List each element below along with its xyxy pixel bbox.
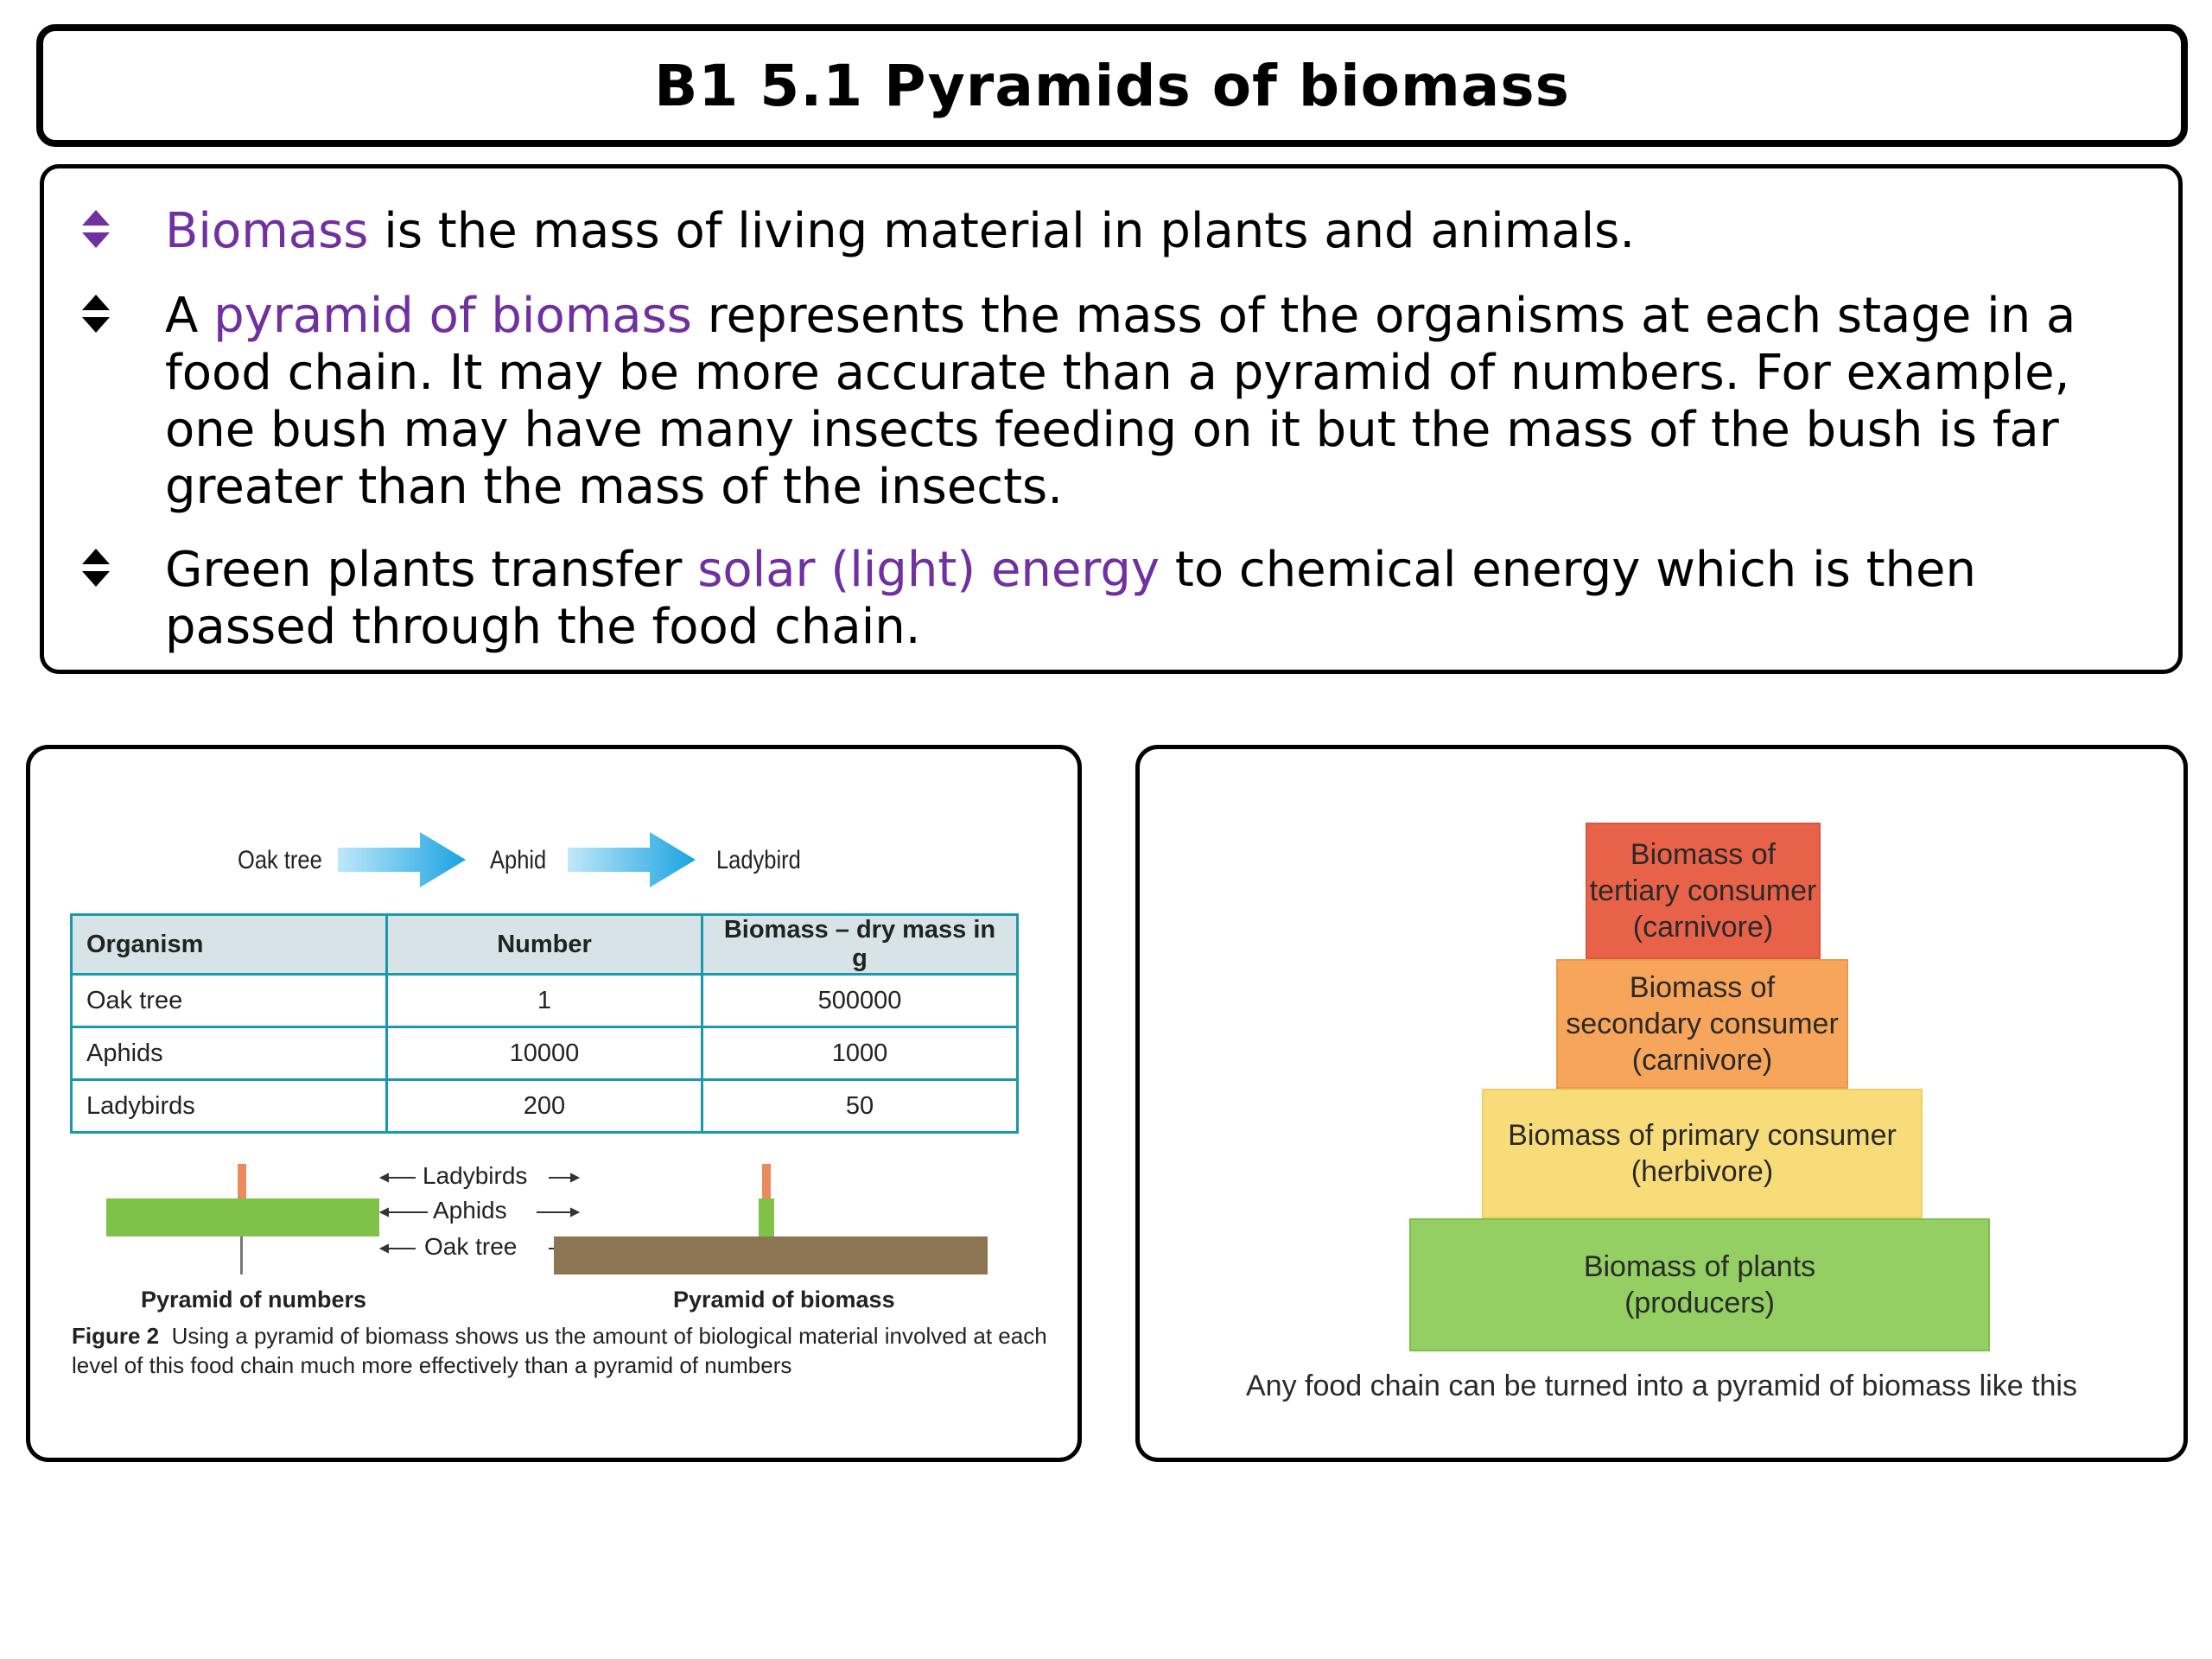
tier-tertiary-consumer	[1586, 823, 1821, 959]
level-label-ladybirds: Ladybirds	[423, 1162, 528, 1189]
bullet-item-2	[79, 288, 2144, 516]
table-cell: 200	[387, 1080, 702, 1133]
bullet-diamond-icon	[79, 547, 113, 590]
tier-tertiary-label: Biomass of tertiary consumer (carnivore)	[1589, 838, 1817, 944]
arrow-right-icon	[338, 832, 467, 887]
bullet-1-highlight: Biomass	[165, 203, 369, 259]
column-header: Number	[387, 915, 702, 975]
bullet-diamond-icon	[79, 208, 113, 251]
pyramid-of-numbers-label: Pyramid of numbers	[141, 1287, 367, 1313]
pyramid-biomass-oak-bar	[554, 1236, 988, 1274]
bullet-diamond-icon	[79, 293, 113, 336]
tier-producers-label: Biomass of plants (producers)	[1583, 1250, 1816, 1319]
table-cell: 10000	[387, 1027, 702, 1080]
column-header: Organism	[72, 915, 387, 975]
table-cell: 50	[702, 1080, 1018, 1133]
bullet-3-text: to chemical energy which is then passed through the food chain.	[165, 542, 1976, 655]
table-row	[72, 1027, 1018, 1080]
pyramid-numbers-aphids-bar	[106, 1198, 379, 1236]
pyramid-biomass-ladybirds-bar	[762, 1164, 771, 1198]
column-header: Biomass – dry mass in g	[702, 915, 1018, 975]
figure-panel	[26, 745, 1082, 1462]
table-cell: Aphids	[72, 1027, 387, 1080]
tier-producers	[1409, 1218, 1990, 1351]
figure-caption-number: Figure 2	[72, 1323, 160, 1349]
table-row	[72, 975, 1018, 1027]
table-cell: Oak tree	[72, 975, 387, 1027]
bullet-3-highlight: solar (light) energy	[697, 542, 1160, 598]
pyramid-of-biomass-label: Pyramid of biomass	[673, 1287, 895, 1313]
bullet-3-prefix: Green plants transfer	[165, 542, 698, 598]
bullet-2-text: represents the mass of the organisms at each stage in a food chain. It may be more accurate than a pyramid of numbers. For example, one bush may have many insects feeding on it but the mass of the bush is far greater than the mass of the insects.	[165, 288, 2076, 515]
bullet-2-highlight: pyramid of biomass	[213, 288, 692, 344]
food-chain-ladybird: Ladybird	[716, 846, 801, 874]
tier-primary-consumer	[1482, 1089, 1923, 1218]
biomass-table	[70, 913, 1019, 1134]
tier-secondary-consumer	[1556, 959, 1848, 1089]
title-box	[36, 24, 2188, 147]
pyramid-biomass-aphids-bar	[759, 1198, 774, 1236]
pyramid-numbers-ladybirds-bar	[238, 1164, 246, 1198]
bullet-box	[40, 164, 2183, 674]
bullet-2-prefix: A	[165, 288, 214, 344]
table-cell: 1000	[702, 1027, 1018, 1080]
figure-caption	[72, 1321, 1057, 1380]
bullet-item-1	[79, 203, 2144, 260]
figure-caption-text: Using a pyramid of biomass shows us the amount of biological material involved at each level of this food chain much more effectively than a pyramid of numbers	[72, 1323, 1047, 1378]
table-cell: Ladybirds	[72, 1080, 387, 1133]
pyramid-caption: Any food chain can be turned into a pyramid of biomass like this	[1246, 1370, 2077, 1402]
table-cell: 500000	[702, 975, 1018, 1027]
page-title: B1 5.1 Pyramids of biomass	[654, 52, 1570, 119]
bullet-item-3	[79, 542, 2144, 656]
level-label-aphids: Aphids	[433, 1197, 507, 1224]
table-row	[72, 1080, 1018, 1133]
level-label-oak-tree: Oak tree	[424, 1233, 518, 1260]
tier-primary-label: Biomass of primary consumer (herbivore)	[1508, 1119, 1897, 1188]
table-header-row	[72, 915, 1018, 975]
food-chain-aphid: Aphid	[490, 846, 547, 874]
pyramid-panel	[1135, 745, 2188, 1462]
table-cell: 1	[387, 975, 702, 1027]
pyramid-numbers-oak-bar	[240, 1236, 243, 1274]
arrow-right-icon	[568, 832, 697, 887]
food-chain-oak-tree: Oak tree	[238, 846, 322, 874]
tier-secondary-label: Biomass of secondary consumer (carnivore)	[1566, 971, 1839, 1077]
bullet-1-text: is the mass of living material in plants and animals.	[368, 203, 1636, 259]
